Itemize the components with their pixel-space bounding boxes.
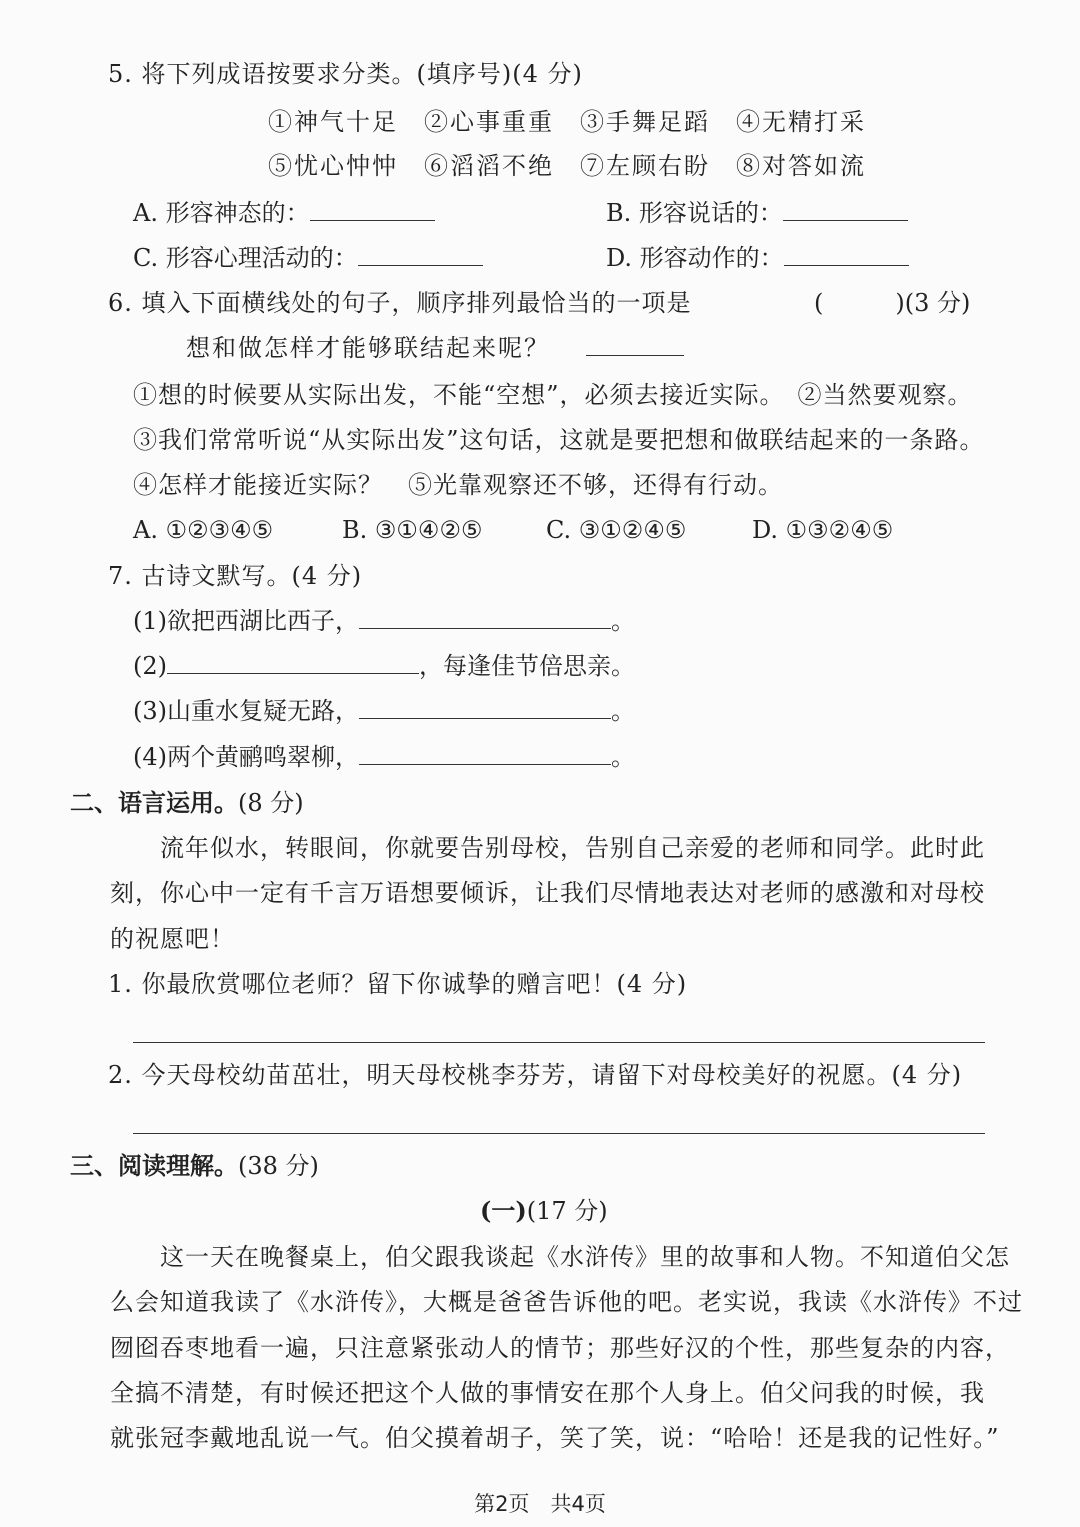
reading-1-line-5: 就张冠李戴地乱说一气。伯父摸着胡子，笑了笑，说：“哈哈！还是我的记性好。” xyxy=(110,1424,1000,1452)
q6-sentence-2: ③我们常常听说“从实际出发”这句话，这就是要把想和做联结起来的一条路。 xyxy=(133,426,985,454)
section-2-q2: 2. 今天母校幼苗茁壮，明天母校桃李芬芳，请留下对母校美好的祝愿。(4 分) xyxy=(108,1061,963,1089)
q6-option-c[interactable]: C. ③①②④⑤ xyxy=(546,516,687,544)
q6-option-d[interactable]: D. ①③②④⑤ xyxy=(752,516,894,544)
q5-idioms-row1: ①神气十足 ②心事重重 ③手舞足蹈 ④无精打采 xyxy=(268,108,866,136)
reading-1-heading: (一)(17 分) xyxy=(480,1196,608,1225)
q5-option-a: A. 形容神态的： xyxy=(133,199,435,228)
section-2-q1: 1. 你最欣赏哪位老师？留下你诚挚的赠言吧！(4 分) xyxy=(108,970,688,998)
q5-option-c: C. 形容心理活动的： xyxy=(133,244,483,273)
q5-answer-d-blank[interactable] xyxy=(784,245,909,266)
q5-title: 5. 将下列成语按要求分类。(填序号)(4 分) xyxy=(108,60,583,88)
q5-option-b: B. 形容说话的： xyxy=(606,199,908,228)
section-2-para-line-2: 刻，你心中一定有千言万语想要倾诉，让我们尽情地表达对老师的感激和对母校 xyxy=(110,879,985,907)
q5-option-d: D. 形容动作的： xyxy=(606,244,909,273)
q5-answer-a-blank[interactable] xyxy=(310,200,435,221)
q6-prompt: 想和做怎样才能够联结起来呢？ xyxy=(186,334,684,363)
reading-1-line-2: 么会知道我读了《水浒传》，大概是爸爸告诉他的吧。老实说，我读《水浒传》不过 xyxy=(110,1288,1023,1316)
q6-answer-bracket[interactable]: ( )(3 分) xyxy=(814,289,971,317)
q5-answer-b-blank[interactable] xyxy=(783,200,908,221)
section-2-para-line-1: 流年似水，转眼间，你就要告别母校，告别自己亲爱的老师和同学。此时此 xyxy=(160,834,985,862)
q7-poem-2: (2) ，每逢佳节倍思亲。 xyxy=(133,652,635,680)
q6-option-b[interactable]: B. ③①④②⑤ xyxy=(342,516,483,544)
reading-1-line-3: 囫囵吞枣地看一遍，只注意紧张动人的情节；那些好汉的个性，那些复杂的内容， xyxy=(110,1334,1010,1362)
q7-blank-1[interactable] xyxy=(359,608,611,629)
q7-blank-2[interactable] xyxy=(167,653,419,674)
section-2-q2-answer-line[interactable] xyxy=(133,1133,985,1134)
q6-option-a[interactable]: A. ①②③④⑤ xyxy=(133,516,274,544)
q7-blank-4[interactable] xyxy=(359,744,611,765)
q7-poem-3: (3)山重水复疑无路， 。 xyxy=(133,697,635,725)
section-2-para-line-3: 的祝愿吧！ xyxy=(110,925,235,953)
q7-poem-4: (4)两个黄鹂鸣翠柳， 。 xyxy=(133,743,635,771)
section-2-q1-answer-line[interactable] xyxy=(133,1042,985,1043)
q5-idioms-row2: ⑤忧心忡忡 ⑥滔滔不绝 ⑦左顾右盼 ⑧对答如流 xyxy=(268,152,866,180)
q6-sentence-1: ①想的时候要从实际出发，不能“空想”，必须去接近实际。 ②当然要观察。 xyxy=(133,381,973,409)
reading-1-line-1: 这一天在晚餐桌上，伯父跟我谈起《水浒传》里的故事和人物。不知道伯父怎 xyxy=(160,1243,1010,1271)
q6-prompt-blank xyxy=(586,335,684,356)
q7-title: 7. 古诗文默写。(4 分) xyxy=(108,562,363,590)
q7-poem-1: (1)欲把西湖比西子， 。 xyxy=(133,607,635,635)
page-footer: 第2页 共4页 xyxy=(474,1492,606,1516)
section-2-heading: 二、语言运用。(8 分) xyxy=(70,788,304,817)
q6-title: 6. 填入下面横线处的句子，顺序排列最恰当的一项是 xyxy=(108,289,692,317)
section-3-heading: 三、阅读理解。(38 分) xyxy=(70,1151,319,1180)
q7-blank-3[interactable] xyxy=(359,698,611,719)
reading-1-line-4: 全搞不清楚，有时候还把这个人做的事情安在那个人身上。伯父问我的时候，我 xyxy=(110,1379,985,1407)
q6-sentence-3: ④怎样才能接近实际？ ⑤光靠观察还不够，还得有行动。 xyxy=(133,471,783,499)
q5-answer-c-blank[interactable] xyxy=(358,245,483,266)
